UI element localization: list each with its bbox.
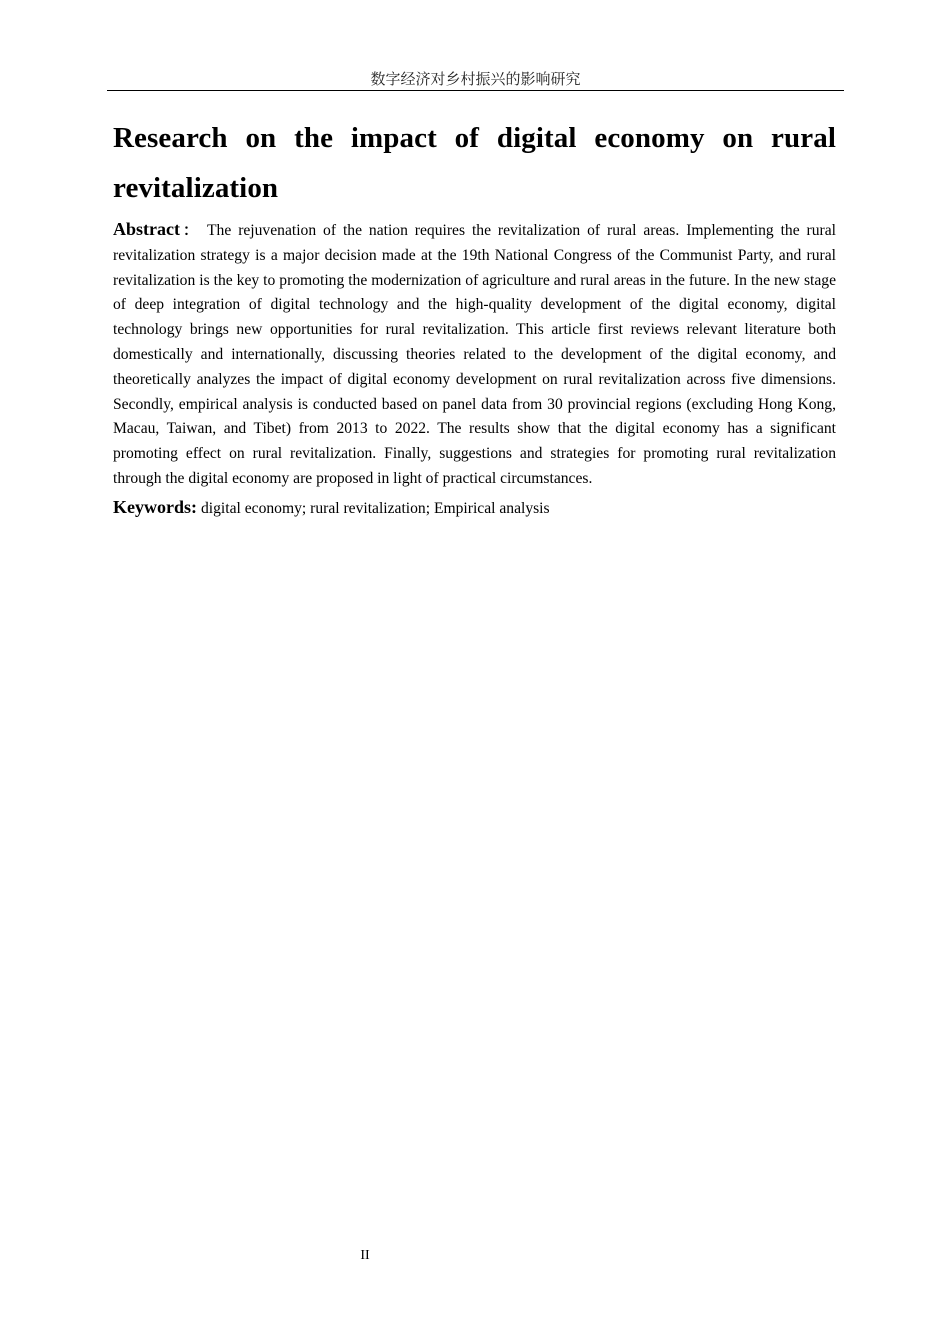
abstract-colon: ： — [179, 223, 202, 239]
abstract-paragraph — [113, 217, 836, 492]
keywords-label: Keywords: — [113, 496, 197, 517]
keywords-paragraph — [113, 494, 836, 522]
abstract-label: Abstract — [113, 219, 180, 239]
abstract-text: The rejuvenation of the nation requires the revitalization of rural areas. Implementing the rural revitalization strategy is a major decision made at the 19th National Congress of the Communist Party, and rural revitalization is the key to promoting the modernization of agriculture and rural areas in the future. In the new stage of deep integration of digital technology and the high-quality development of the digital economy, digital technology brings new opportunities for rural revitalization. This article first reviews relevant literature both domestically and internationally, discussing theories related to the development of the digital economy, and theoretically analyzes the impact of digital economy development on rural revitalization across five dimensions. Secondly, empirical analysis is conducted based on panel data from 30 provincial regions (excluding Hong Kong, Macau, Taiwan, and Tibet) from 2013 to 2022. The results show that the digital economy has a significant promoting effect on rural revitalization. Finally, suggestions and strategies for promoting rural revitalization through the digital economy are proposed in light of practical circumstances. — [113, 222, 836, 487]
keywords-text: digital economy; rural revitalization; Empirical analysis — [201, 499, 550, 517]
page-content — [113, 113, 836, 522]
paper-title: Research on the impact of digital economy on rural revitalization — [113, 122, 836, 204]
page-number: II — [360, 1248, 370, 1263]
running-header: 数字经济对乡村振兴的影响研究 — [107, 68, 844, 91]
